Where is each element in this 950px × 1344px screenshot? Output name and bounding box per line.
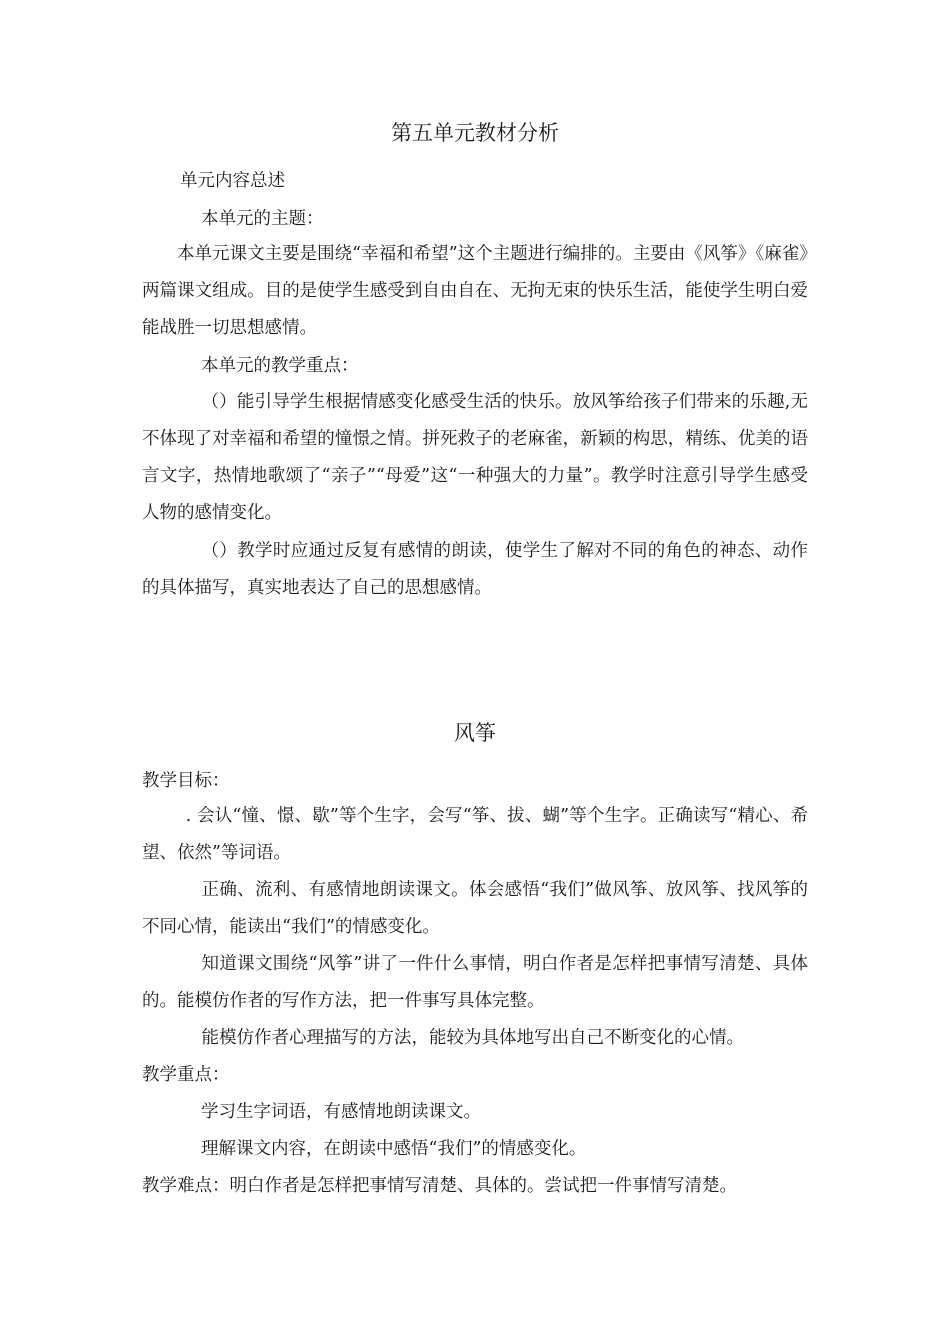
goal-2: 正确、流利、有感情地朗读课文。体会感悟“我们”做风筝、放风筝、找风筝的不同心情，能读出“我们”的情感变化。 [142,880,808,937]
goal-1: . 会认“憧、憬、歇”等个生字，会写“筝、拔、蝴”等个生字。正确读写“精心、希望、依然”等词语。 [142,806,808,863]
lesson-title: 风筝 [454,721,496,745]
focus-item-1: （）能引导学生根据情感变化感受生活的快乐。放风筝给孩子们带来的乐趣,无不体现了对幸福和希望的憧憬之情。拼死救子的老麻雀，新颖的构思，精练、优美的语言文字，热情地歌颂了“亲子”“母爱”这“一种强大的力量”。教学时注意引导学生感受人物的感情变化。 [142,392,808,523]
theme-label: 本单元的主题： [201,209,324,229]
goal-4: 能模仿作者心理描写的方法，能较为具体地写出自己不断变化的心情。 [201,1028,744,1048]
key-point-1: 学习生字词语，有感情地朗读课文。 [201,1102,481,1122]
goal-3: 知道课文围绕“风筝”讲了一件什么事情，明白作者是怎样把事情写清楚、具体的。能模仿作者的写作方法，把一件事写具体完整。 [142,954,808,1011]
difficulty-line: 教学难点：明白作者是怎样把事情写清楚、具体的。尝试把一件事情写清楚。 [142,1176,737,1196]
unit-title: 第五单元教材分析 [391,121,559,145]
key-label: 教学重点： [142,1065,230,1085]
goals-label: 教学目标： [142,771,230,791]
unit-subheading: 单元内容总述 [180,171,285,191]
focus-label: 本单元的教学重点： [201,356,359,376]
focus-item-2: （）教学时应通过反复有感情的朗读，使学生了解对不同的角色的神态、动作的具体描写，真实地表达了自己的思想感情。 [142,541,808,598]
key-point-2: 理解课文内容，在朗读中感悟“我们”的情感变化。 [201,1139,587,1159]
theme-paragraph: 本单元课文主要是围绕“幸福和希望”这个主题进行编排的。主要由《风筝》《麻雀》两篇课文组成。目的是使学生感受到自由自在、无拘无束的快乐生活，能使学生明白爱能战胜一切思想感情。 [142,244,808,338]
